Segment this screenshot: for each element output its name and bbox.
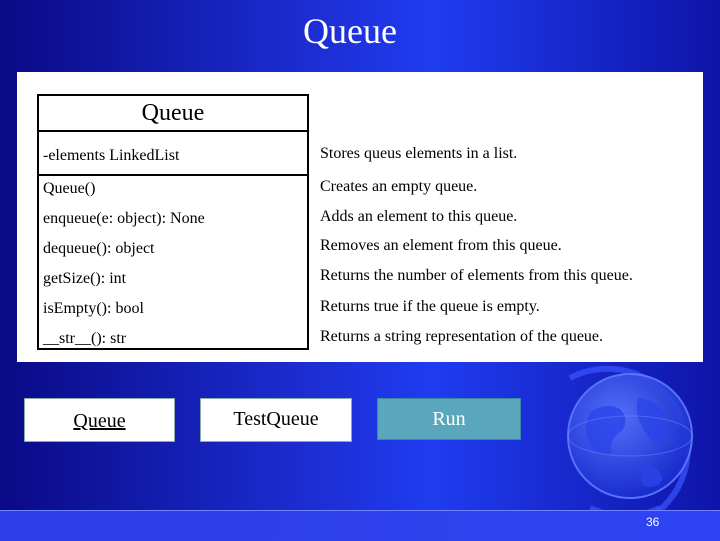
uml-panel	[17, 72, 703, 362]
uml-method: getSize(): int	[43, 270, 127, 287]
uml-method: __str__(): str	[43, 330, 127, 347]
description: Adds an element to this queue.	[320, 208, 518, 225]
description: Returns the number of elements from this queue.	[320, 267, 633, 284]
description: Creates an empty queue.	[320, 178, 478, 195]
slide-title: Queue	[303, 11, 397, 51]
page-number: 36	[646, 515, 660, 529]
uml-class-box	[37, 94, 309, 350]
uml-method: enqueue(e: object): None	[43, 210, 205, 227]
uml-method: isEmpty(): bool	[43, 300, 144, 317]
run-button[interactable]: Run	[377, 398, 521, 440]
uml-attribute: -elements LinkedList	[39, 132, 307, 176]
description: Returns true if the queue is empty.	[320, 298, 540, 315]
description: Removes an element from this queue.	[320, 237, 562, 254]
uml-class-name: Queue	[39, 96, 307, 132]
globe-icon	[550, 358, 700, 533]
test-queue-button[interactable]: TestQueue	[200, 398, 352, 442]
description: Returns a string representation of the queue.	[320, 328, 604, 345]
footer-bar	[0, 510, 720, 541]
uml-method: dequeue(): object	[43, 240, 155, 257]
description: Stores queus elements in a list.	[320, 145, 518, 162]
uml-method: Queue()	[43, 180, 96, 197]
queue-button[interactable]: Queue	[24, 398, 175, 442]
